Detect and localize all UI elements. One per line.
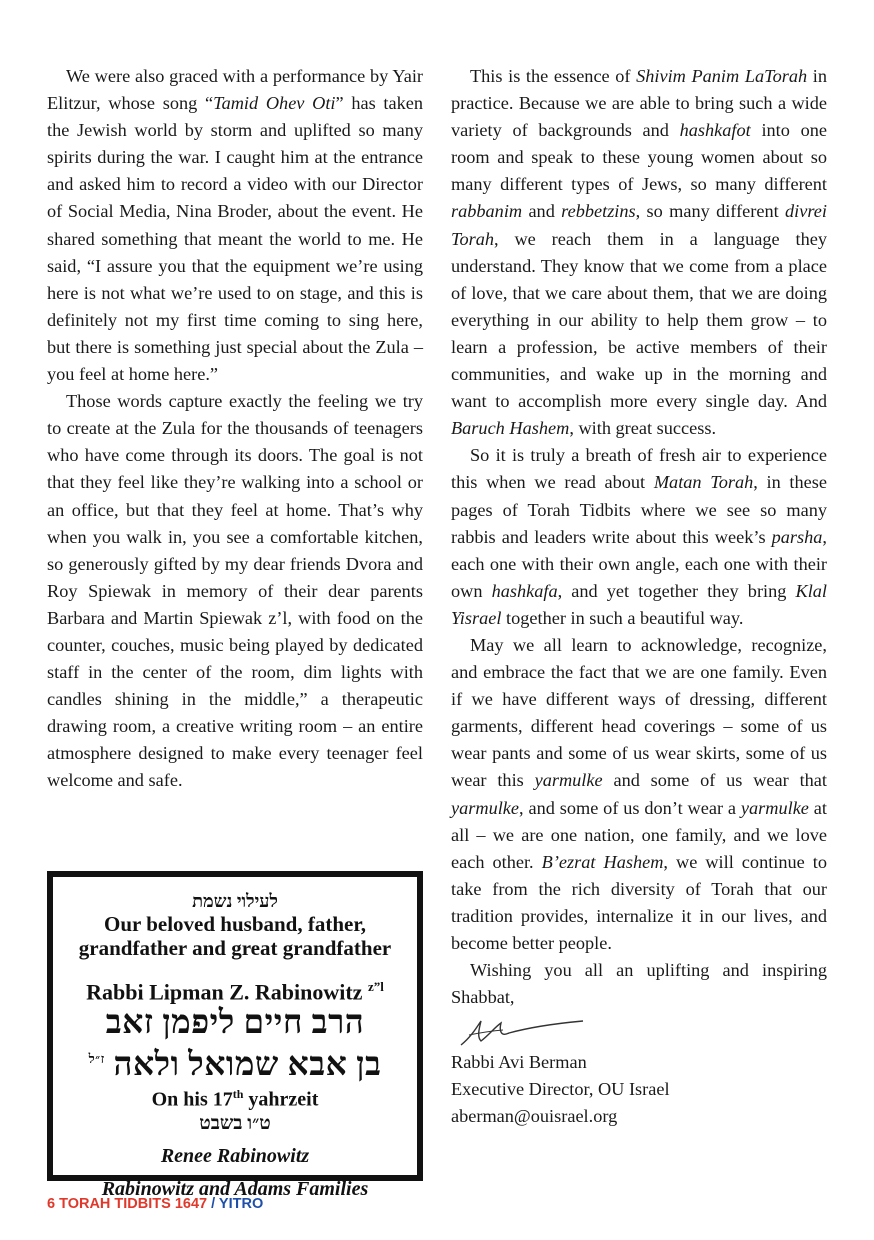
- signature-title: Executive Director, OU Israel: [451, 1079, 670, 1100]
- paragraph-one-family: May we all learn to acknowledge, recognize, and embrace the fact that we are one family. Even if we have different ways of dressing, different garments, different head coverings – some of us wear pants and some of us wear skirts, some of us wear this yarmulke and some of us wear that yarmulke, and some of us don’t wear a yarmulke at all – we are one nation, one family, and we love each other. B’ezrat Hashem, we will continue to take from the rich diversity of Torah that our tradition provides, internalize it in our lives, and become better people.: [451, 634, 828, 953]
- right-column: [451, 63, 827, 1131]
- memorial-hebrew-date: ט״ו בשבט: [199, 1112, 271, 1134]
- paragraph-performance: We were also graced with a performance by Yair Elitzur, whose song “Tamid Ohev Oti” has taken the Jewish world by storm and uplifted so many spirits during the war. I caught him at the entrance and asked him to record a video with our Director of Social Media, Nina Broder, about the event. He shared something that meant the world to me. He said, “I assure you that the equipment we’re using here is not what we’re used to on stage, and this is definitely not my first time coming to sing here, but there is something just special about the Zula – you feel at home here.”: [47, 66, 423, 385]
- paragraph-wishing: Wishing you all an uplifting and inspiring Shabbat,: [451, 960, 827, 1008]
- paragraph-fresh-air: So it is truly a breath of fresh air to experience this when we read about Matan Torah, in these pages of Torah Tidbits where we see so many rabbis and leaders write about this week’s parsha, each one with their own angle, each one with their own hashkafa, and yet together they bring Klal Yisrael together in such a beautiful way.: [451, 445, 827, 628]
- signature-email[interactable]: aberman@ouisrael.org: [451, 1106, 618, 1127]
- signature-block: [451, 1015, 827, 1130]
- footer-separator: /: [207, 1196, 219, 1212]
- paragraph-essence: This is the essence of Shivim Panim LaTorah in practice. Because we are able to bring such a wide variety of backgrounds and hashkafot into one room and speak to these young women about so many different types of Jews, so many different rabbanim and rebbetzins, so many different divrei Torah, we reach them in a language they understand. They know that we come from a place of love, that we care about them, that we are doing everything in our ability to help them grow – to learn a profession, be active members of their communities, and wake up in the morning and want to accomplish more every single day. And Baruch Hashem, with great success.: [451, 66, 827, 439]
- memorial-rabbi-name: Rabbi Lipman Z. Rabinowitz $^{z”l}$: [86, 979, 384, 1005]
- memorial-family-2: Rabinowitz and Adams Families: [101, 1177, 369, 1200]
- memorial-hebrew-dedication: לעילוי נשמת: [192, 891, 278, 911]
- memorial-family-1: Renee Rabinowitz: [160, 1144, 310, 1167]
- handwritten-signature-icon: [451, 1015, 591, 1049]
- footer-page-label: 6 TORAH TIDBITS 1647: [47, 1196, 208, 1212]
- footer-parsha: YITRO: [218, 1196, 264, 1212]
- memorial-line-2: grandfather and great grandfather: [78, 936, 392, 960]
- signature-name: Rabbi Avi Berman: [451, 1052, 587, 1073]
- page-footer: [47, 1196, 263, 1212]
- left-column: [47, 63, 423, 795]
- memorial-line-1: Our beloved husband, father,: [104, 912, 366, 936]
- memorial-dedication-box: [47, 871, 423, 1200]
- memorial-hebrew-name-2: בן אבא שמואל ולאה $^{ז״ל}$: [88, 1047, 382, 1084]
- paragraph-atmosphere: Those words capture exactly the feeling we try to create at the Zula for the thousands of teenagers who have come through its doors. The goal is not that they feel like they’re walking into a school or an office, but that they feel at home. That’s why when you walk in, you see a comfortable kitchen, so generously gifted by my dear friends Dvora and Roy Spiewak in memory of their dear parents Barbara and Martin Spiewak z’l, with food on the counter, couches, music being played by dedicated staff in the center of the room, dim lights with candles shining in the middle,” a therapeutic drawing room, a creative writing room – an entire atmosphere designed to make every teenager feel welcome and safe.: [47, 391, 423, 791]
- memorial-yahrzeit: On his 17th yahrzeit: [151, 1087, 319, 1111]
- memorial-hebrew-name-1: הרב חיים ליפמן זאב: [105, 1005, 365, 1042]
